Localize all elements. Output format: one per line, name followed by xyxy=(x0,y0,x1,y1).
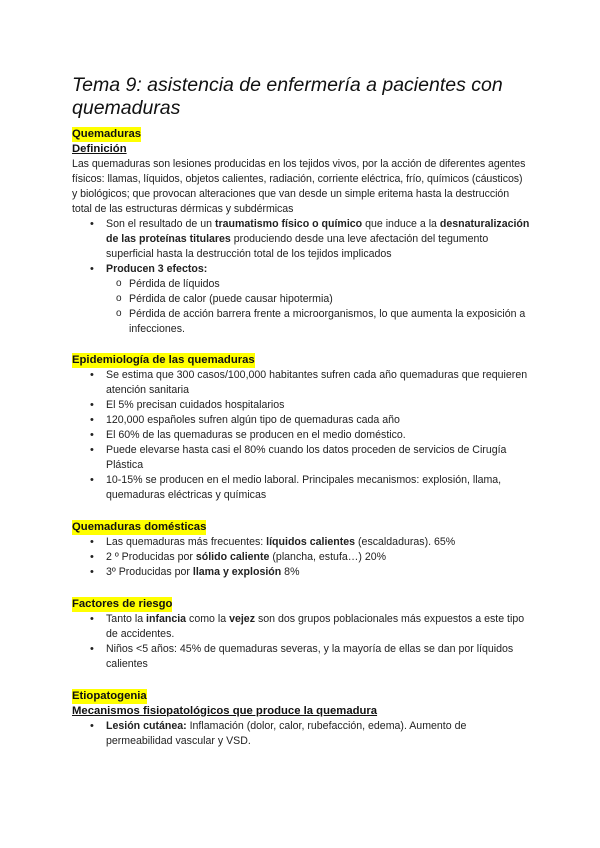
bold-run: vejez xyxy=(229,613,255,625)
effect-item: o Pérdida de calor (puede causar hipotermia) xyxy=(129,292,530,307)
section-epidemiologia xyxy=(72,350,530,503)
bold-run: Producen 3 efectos: xyxy=(106,263,208,275)
list-item: • El 60% de las quemaduras se producen en el medio doméstico. xyxy=(106,428,530,443)
text-run: 8% xyxy=(281,566,300,578)
epidemiologia-list xyxy=(72,368,530,503)
effects-list xyxy=(106,277,530,337)
list-item xyxy=(106,217,530,262)
section-heading-riesgo: Factores de riesgo xyxy=(72,598,173,610)
bold-run: sólido caliente xyxy=(195,551,270,563)
quemaduras-list xyxy=(72,217,530,337)
effect-item: o Pérdida de líquidos xyxy=(129,277,530,292)
list-item xyxy=(106,535,530,550)
section-quemaduras xyxy=(72,124,530,337)
bold-run: traumatismo físico o químico xyxy=(214,218,363,230)
section-domesticas xyxy=(72,517,530,580)
bold-run: desnaturalización de las proteínas titulares xyxy=(106,218,530,245)
list-item: • El 5% precisan cuidados hospitalarios xyxy=(106,398,530,413)
list-item: • 120,000 españoles sufren algún tipo de quemaduras cada año xyxy=(106,413,530,428)
text-run: que induce a la xyxy=(362,218,440,230)
section-heading-domesticas: Quemaduras domésticas xyxy=(72,521,207,533)
list-item xyxy=(106,262,530,337)
text-run: Las quemaduras más frecuentes: xyxy=(106,536,267,548)
text-run: 2 º Producidas por xyxy=(106,551,196,563)
section-etiopatogenia xyxy=(72,686,530,749)
list-item xyxy=(106,612,530,642)
effect-item: o Pérdida de acción barrera frente a microorganismos, lo que aumenta la exposición a infecciones. xyxy=(129,307,530,337)
list-item: • Niños <5 años: 45% de quemaduras severas, y la mayoría de ellas se dan por líquidos calientes xyxy=(106,642,530,672)
text-run: (escaldaduras). 65% xyxy=(355,536,456,548)
etiopatogenia-list xyxy=(72,719,530,749)
bold-run: llama y explosión xyxy=(192,566,282,578)
text-run: (plancha, estufa…) 20% xyxy=(269,551,387,563)
list-item: • 10-15% se producen en el medio laboral. Principales mecanismos: explosión, llama, quemaduras eléctricas y químicas xyxy=(106,473,530,503)
list-item: • Puede elevarse hasta casi el 80% cuando los datos proceden de servicios de Cirugía Plástica xyxy=(106,443,530,473)
domesticas-list xyxy=(72,535,530,580)
document-page xyxy=(72,74,530,749)
text-run: Tanto la xyxy=(106,613,147,625)
list-item xyxy=(106,550,530,565)
text-run: como la xyxy=(186,613,230,625)
text-run: produciendo desde una leve afectación del tegumento superficial hasta la destrucción total de los tejidos implicados xyxy=(106,233,489,260)
bold-run: infancia xyxy=(146,613,187,625)
section-heading-etiopatogenia: Etiopatogenia xyxy=(72,690,147,702)
definition-paragraph: Las quemaduras son lesiones producidas en los tejidos vivos, por la acción de diferentes agentes físicos: llamas, líquidos, objetos calientes, radiación, corriente eléctrica, frío, químicos (cáusticos) y biológicos; que provocan alteraciones que van desde un simple eritema hasta la destrucción total de las estructuras dérmicas y subdérmicas xyxy=(72,158,526,215)
bold-run: Lesión cutánea: xyxy=(106,720,187,732)
list-item xyxy=(106,565,530,580)
text-run: son dos grupos poblacionales más expuestos a este tipo de accidentes. xyxy=(106,613,525,640)
document-title: Tema 9: asistencia de enfermería a pacientes con quemaduras xyxy=(72,74,503,119)
riesgo-list xyxy=(72,612,530,672)
list-item xyxy=(106,719,530,749)
section-riesgo xyxy=(72,594,530,672)
bold-run: líquidos calientes xyxy=(266,536,356,548)
section-heading-quemaduras: Quemaduras xyxy=(72,128,142,140)
subheading-definicion: Definición xyxy=(72,143,127,155)
list-item: • Se estima que 300 casos/100,000 habitantes sufren cada año quemaduras que requieren atención sanitaria xyxy=(106,368,530,398)
text-run: Inflamación (dolor, calor, rubefacción, edema). Aumento de permeabilidad vascular y VSD. xyxy=(106,720,467,747)
subheading-mecanismos: Mecanismos fisiopatológicos que produce la quemadura xyxy=(72,705,378,717)
text-run: Son el resultado de un xyxy=(106,218,215,230)
section-heading-epidemiologia: Epidemiología de las quemaduras xyxy=(72,354,255,366)
text-run: 3º Producidas por xyxy=(106,566,193,578)
